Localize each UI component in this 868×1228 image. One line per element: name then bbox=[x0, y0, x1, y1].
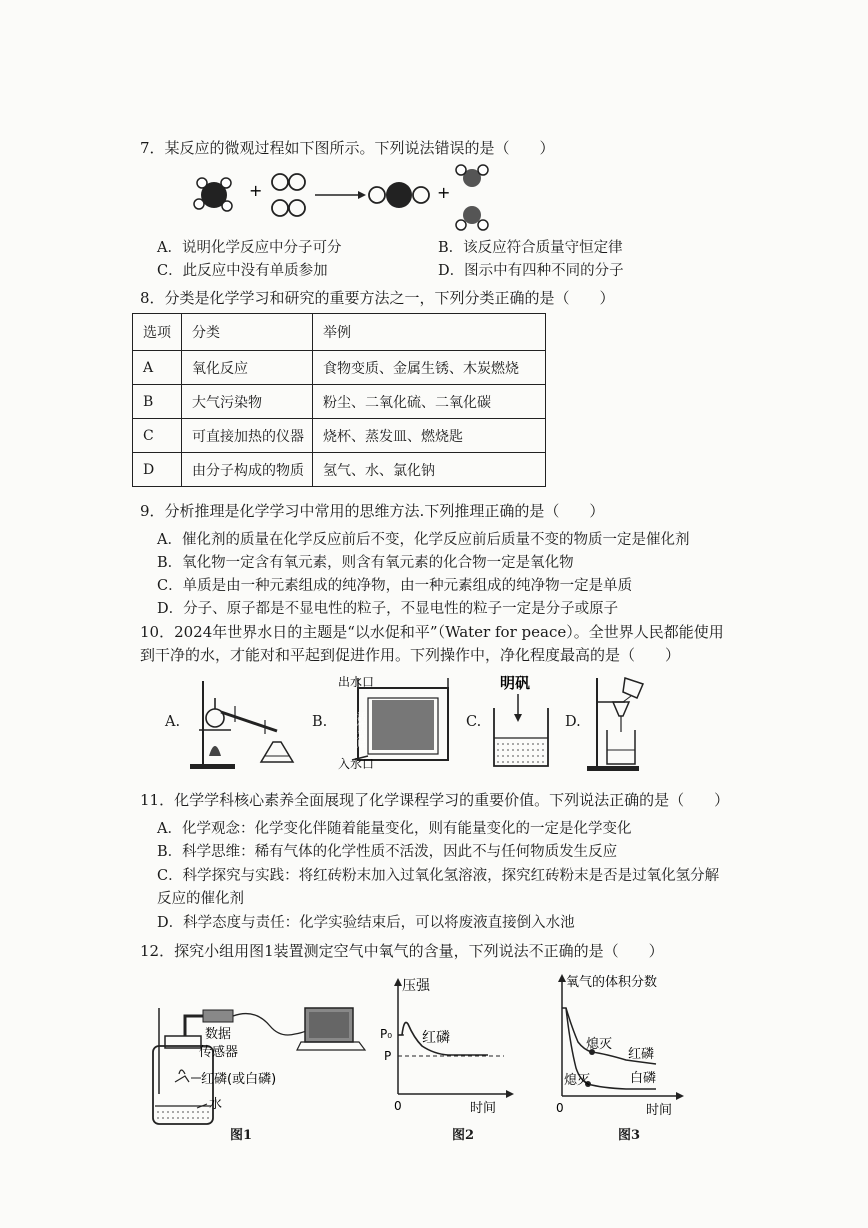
table-cell: B bbox=[133, 385, 182, 419]
q9-option-b: B．氧化物一定含有氧元素，则含有氧元素的化合物一定是氧化物 bbox=[157, 555, 574, 571]
q11-stem: 11．化学学科核心素养全面展现了化学课程学习的重要价值。下列说法正确的是（ ） bbox=[140, 791, 730, 809]
q7-option-a: A．说明化学反应中分子可分 bbox=[157, 240, 342, 256]
q10-label-a: A. bbox=[165, 714, 181, 730]
table-row bbox=[133, 351, 546, 385]
figure-2-pressure-chart bbox=[378, 976, 528, 1116]
oxygen-molecules bbox=[272, 174, 305, 216]
table-cell: 食物变质、金属生锈、木炭燃烧 bbox=[313, 351, 546, 385]
classification-table bbox=[132, 313, 546, 487]
table-cell: 氧化反应 bbox=[182, 351, 313, 385]
p0-label: P₀ bbox=[380, 1027, 393, 1041]
phosphorus-label: 红磷(或白磷) bbox=[201, 1072, 277, 1087]
alum-beaker bbox=[488, 672, 560, 772]
q11-option-a: A．化学观念：化学变化伴随着能量变化，则有能量变化的一定是化学变化 bbox=[157, 821, 632, 837]
q11-option-c-continued: 反应的催化剂 bbox=[157, 891, 244, 907]
p-label: P bbox=[384, 1049, 392, 1063]
table-row bbox=[133, 385, 546, 419]
table-cell: 由分子构成的物质 bbox=[182, 453, 313, 487]
outlet-label: 出水口 bbox=[338, 675, 375, 689]
q11-option-b: B．科学思维：稀有气体的化学性质不活泼，因此不与任何物质发生反应 bbox=[157, 844, 618, 860]
time-axis-label: 时间 bbox=[646, 1103, 673, 1118]
q9-stem: 9．分析推理是化学学习中常用的思维方法.下列推理正确的是（ ） bbox=[140, 502, 605, 520]
red-phosphorus-curve-label: 红磷 bbox=[422, 1030, 450, 1046]
extinguish-label-1: 熄灭 bbox=[586, 1037, 613, 1052]
table-cell: 大气污染物 bbox=[182, 385, 313, 419]
inlet-label: 入水口 bbox=[338, 757, 375, 771]
oxygen-axis-label: 氧气的体积分数 bbox=[566, 975, 658, 990]
q7-option-b: B．该反应符合质量守恒定律 bbox=[438, 240, 623, 256]
carbon-layer-label: 活性炭层 bbox=[355, 712, 365, 748]
extinguish-label-2: 熄灭 bbox=[564, 1073, 591, 1088]
q7-option-d: D．图示中有四种不同的分子 bbox=[438, 263, 624, 279]
time-axis-label: 时间 bbox=[470, 1101, 497, 1116]
table-cell: A bbox=[133, 351, 182, 385]
q10-stem-line1: 10．2024年世界水日的主题是“以水促和平”（Water for peace）。全世界人民都能使用 bbox=[140, 623, 724, 641]
table-header: 分类 bbox=[182, 314, 313, 351]
white-phosphorus-label: 白磷 bbox=[630, 1071, 657, 1086]
carbon-filter-apparatus bbox=[332, 672, 467, 772]
q11-option-d: D．科学态度与责任：化学实验结束后，可以将废液直接倒入水池 bbox=[157, 915, 575, 931]
q8-stem: 8．分类是化学学习和研究的重要方法之一，下列分类正确的是（ ） bbox=[140, 289, 615, 307]
q10-label-b: B. bbox=[312, 714, 328, 730]
distillation-apparatus bbox=[185, 676, 305, 771]
reaction-arrow bbox=[315, 191, 366, 199]
table-header-row bbox=[133, 314, 546, 351]
methane-molecule bbox=[194, 178, 232, 211]
svg-text:+: + bbox=[437, 183, 451, 202]
sensor-label-2: 传感器 bbox=[199, 1045, 239, 1060]
svg-text:+: + bbox=[249, 181, 263, 200]
figure-2-caption: 图2 bbox=[452, 1128, 475, 1143]
origin-label: 0 bbox=[556, 1101, 564, 1115]
q11-option-c: C．科学探究与实践：将红砖粉末加入过氧化氢溶液，探究红砖粉末是否是过氧化氢分解 bbox=[157, 868, 720, 884]
q7-stem: 7．某反应的微观过程如下图所示。下列说法错误的是（ ） bbox=[140, 139, 555, 157]
q9-option-d: D．分子、原子都是不显电性的粒子，不显电性的粒子一定是分子或原子 bbox=[157, 601, 619, 617]
red-phosphorus-label: 红磷 bbox=[628, 1047, 655, 1062]
carbon-dioxide-molecule bbox=[369, 182, 429, 208]
figure-1-caption: 图1 bbox=[230, 1128, 253, 1143]
table-cell: 粉尘、二氧化硫、二氧化碳 bbox=[313, 385, 546, 419]
table-cell: C bbox=[133, 419, 182, 453]
figure-3-oxygen-chart bbox=[546, 972, 696, 1117]
pressure-axis-label: 压强 bbox=[402, 978, 430, 994]
sensor-label-1: 数据 bbox=[205, 1027, 232, 1042]
table-row bbox=[133, 453, 546, 487]
filtration-apparatus bbox=[585, 670, 655, 774]
q9-option-c: C．单质是由一种元素组成的纯净物，由一种元素组成的纯净物一定是单质 bbox=[157, 578, 633, 594]
table-row bbox=[133, 419, 546, 453]
q9-option-a: A．催化剂的质量在化学反应前后不变，化学反应前后质量不变的物质一定是催化剂 bbox=[157, 532, 690, 548]
figure-1-apparatus bbox=[145, 1008, 370, 1143]
figure-3-caption: 图3 bbox=[618, 1128, 641, 1143]
table-cell: 氢气、水、氯化钠 bbox=[313, 453, 546, 487]
alum-label: 明矾 bbox=[500, 674, 531, 692]
q12-stem: 12．探究小组用图1装置测定空气中氧气的含量，下列说法不正确的是（ ） bbox=[140, 942, 664, 960]
q7-molecule-diagram bbox=[190, 166, 490, 238]
table-header: 选项 bbox=[133, 314, 182, 351]
table-cell: D bbox=[133, 453, 182, 487]
origin-label: 0 bbox=[394, 1099, 402, 1113]
water-label: 水 bbox=[209, 1097, 223, 1112]
q10-label-c: C. bbox=[466, 714, 482, 730]
q10-stem-line2: 到干净的水，才能对和平起到促进作用。下列操作中，净化程度最高的是（ ） bbox=[140, 646, 681, 664]
q7-option-c: C．此反应中没有单质参加 bbox=[157, 263, 328, 279]
table-header: 举例 bbox=[313, 314, 546, 351]
table-cell: 可直接加热的仪器 bbox=[182, 419, 313, 453]
water-molecules bbox=[456, 165, 488, 230]
q10-label-d: D. bbox=[565, 714, 581, 730]
table-cell: 烧杯、蒸发皿、燃烧匙 bbox=[313, 419, 546, 453]
